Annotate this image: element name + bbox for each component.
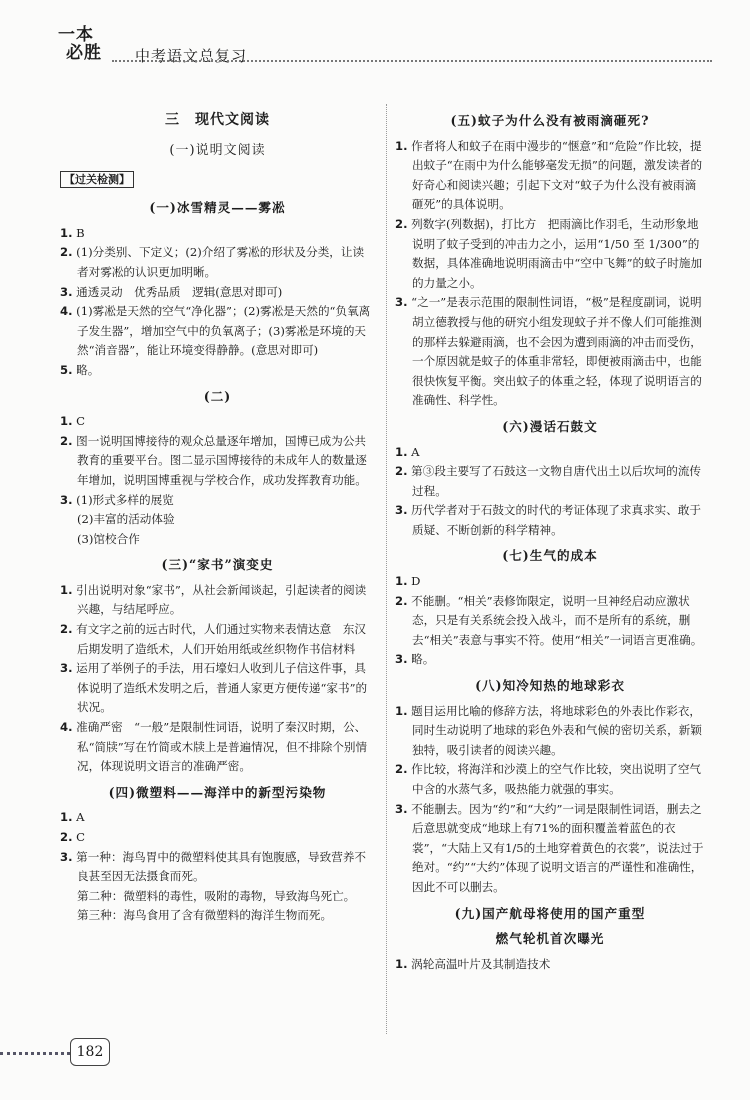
answer-item xyxy=(60,302,375,361)
answer-item xyxy=(60,224,375,244)
footer-dots xyxy=(0,1052,70,1055)
answer-item xyxy=(60,581,375,620)
answer-item xyxy=(60,283,375,303)
subsection-title: (一)说明文阅读 xyxy=(169,142,266,158)
answer-subitem: 第三种：海鸟食用了含有微塑料的海洋生物而死。 xyxy=(77,908,333,923)
practice-label: 【过关检测】 xyxy=(60,171,134,188)
answer-number: 1. xyxy=(395,574,408,589)
answer-item xyxy=(60,828,375,848)
book-logo xyxy=(58,26,102,62)
right-column xyxy=(395,105,705,974)
answer-item xyxy=(60,491,375,511)
answer-text: D xyxy=(411,574,421,589)
answer-number: 1. xyxy=(60,225,73,240)
answer-number: 3. xyxy=(395,652,408,667)
page-number: 182 xyxy=(70,1038,110,1066)
answer-item xyxy=(395,955,705,975)
answer-number: 2. xyxy=(60,622,73,637)
answer-number: 2. xyxy=(395,216,408,231)
article-title: (八)知冷知热的地球彩衣 xyxy=(475,678,625,694)
answer-item xyxy=(395,650,705,670)
answer-number: 3. xyxy=(395,801,408,816)
answer-number: 2. xyxy=(60,830,73,844)
answer-number: 1. xyxy=(395,138,408,153)
answer-number: 3. xyxy=(395,503,408,518)
answer-text: 作者将人和蚊子在雨中漫步的“惬意”和“危险”作比较，提出蚊子“在雨中为什么能够毫发无损”的问题，激发读者的好奇心和阅读兴趣；引起下文对“蚊子为什么没有被雨滴砸死”的具体说明。 xyxy=(411,138,703,212)
page-header xyxy=(0,0,750,80)
answer-number: 3. xyxy=(395,295,408,310)
answer-item xyxy=(60,620,375,659)
answer-item xyxy=(60,718,375,777)
answer-number: 3. xyxy=(60,284,73,299)
answer-number: 3. xyxy=(60,661,73,676)
answer-text: 题目运用比喻的修辞方法，将地球彩色的外表比作彩衣，同时生动说明了地球的彩色外表和气候的密切关系，新颖独特，吸引读者的阅读兴趣。 xyxy=(411,703,702,757)
answer-text: 不能删。“相关”表修饰限定，说明一旦神经启动应激状态，只是有关系统会投入战斗，而不是所有的系统，删去“相关”表意与事实不符。使用“相关”一词语言更准确。 xyxy=(411,593,703,647)
answer-text: (1)形式多样的展览 xyxy=(76,492,174,507)
answer-item xyxy=(60,361,375,381)
article-title: (四)微塑料——海洋中的新型污染物 xyxy=(108,784,327,800)
answer-text: 运用了举例子的手法，用石壕妇人收到儿子信这件事，具体说明了造纸术发明之后，普通人家更方便传递“家书”的状况。 xyxy=(76,661,368,715)
article-title: (三)“家书”演变史 xyxy=(161,557,274,573)
answer-item xyxy=(60,808,375,828)
answer-item xyxy=(60,412,375,432)
answer-item xyxy=(60,243,375,282)
answer-text: 不能删去。因为“约”和“大约”一词是限制性词语，删去之后意思就变成“地球上有71%的面积覆盖着蓝色的衣裳”，“大陆上又有1/5的土地穿着黄色的衣裳”，说法过于绝对。“约”“大约”体现了说明文语言的严谨性和准确性，因此不可以删去。 xyxy=(411,801,704,894)
answer-number: 4. xyxy=(60,304,73,319)
answer-item xyxy=(395,592,705,651)
article-title: (五)蚊子为什么没有被雨滴砸死? xyxy=(450,113,650,128)
answer-text: 历代学者对于石鼓文的时代的考证体现了求真求实、敢于质疑、不断创新的科学精神。 xyxy=(411,503,702,537)
answer-item xyxy=(395,293,705,411)
answer-item xyxy=(395,800,705,898)
logo-line-2: 必胜 xyxy=(66,43,102,63)
answer-item xyxy=(395,572,705,592)
article-title: (一)冰雪精灵——雾凇 xyxy=(149,200,286,216)
header-divider xyxy=(112,60,712,62)
answer-item xyxy=(395,215,705,293)
answer-number: 2. xyxy=(60,245,73,260)
answer-item xyxy=(60,659,375,718)
answer-text: 通透灵动 优秀品质 逻辑(意思对即可) xyxy=(76,284,283,299)
answer-text: 第一种：海鸟胃中的微塑料使其具有饱腹感，导致营养不良甚至因无法摄食而死。 xyxy=(76,849,367,884)
answer-text: 略。 xyxy=(76,362,100,377)
answer-text: A xyxy=(76,810,85,825)
answer-item xyxy=(395,760,705,799)
answer-item xyxy=(395,443,705,463)
answer-number: 1. xyxy=(60,414,73,429)
answer-text: C xyxy=(76,830,86,844)
answer-number: 1. xyxy=(60,810,73,825)
answer-text: C xyxy=(76,414,86,429)
answer-item xyxy=(395,462,705,501)
article-title: (二) xyxy=(203,388,232,404)
answer-text: 列数字(列数据)，打比方 把雨滴比作羽毛，生动形象地说明了蚊子受到的冲击力之小，运用“1/50 至 1/300”的数据，具体准确地说明雨滴击中“空中飞舞”的蚊子时施加的力量之小。 xyxy=(411,216,703,290)
answer-text: B xyxy=(76,225,85,240)
logo-line-1: 一本 xyxy=(58,25,94,45)
answer-text: A xyxy=(411,444,420,459)
answer-number: 1. xyxy=(395,703,408,718)
answer-number: 2. xyxy=(395,593,408,608)
answer-text: 略。 xyxy=(411,652,435,667)
answer-item xyxy=(60,848,375,887)
answer-number: 2. xyxy=(395,464,408,479)
answer-number: 3. xyxy=(60,849,73,864)
answer-subitem: (3)馆校合作 xyxy=(77,531,140,546)
answer-item xyxy=(395,501,705,540)
answer-text: (1)分类别、下定义；(2)介绍了雾凇的形状及分类，让读者对雾凇的认识更加明晰。 xyxy=(76,245,365,279)
answer-text: 引出说明对象“家书”，从社会新闻谈起，引起读者的阅读兴趣，与结尾呼应。 xyxy=(76,582,367,617)
article-title: (九)国产航母将使用的国产重型 xyxy=(454,905,646,921)
answer-text: 涡轮高温叶片及其制造技术 xyxy=(411,956,551,971)
answer-item xyxy=(395,137,705,215)
answer-number: 1. xyxy=(60,582,73,597)
answer-text: “之一”是表示范围的限制性词语，“极”是程度副词，说明胡立德教授与他的研究小组发现蚊子并不像人们可能推测的那样去躲避雨滴，也不会因为遭到雨滴的冲击而受伤，一个原因就是蚊子的体重非常轻，即便被雨滴击中，也能很快恢复平衡。突出蚊子的体重之轻，体现了说明语言的准确性、科学性。 xyxy=(411,295,702,408)
answer-text: (1)雾凇是天然的空气“净化器”；(2)雾凇是天然的“负氧离子发生器”，增加空气中的负氧离子；(3)雾凇是环境的天然“消音器”，能让环境变得静静。(意思对即可) xyxy=(76,304,371,358)
left-column xyxy=(60,105,375,926)
answer-text: 图一说明国博接待的观众总量逐年增加，国博已成为公共教育的重要平台。图二显示国博接待的未成年人的数量逐年增加，说明国博重视与学校合作，成功发挥教育功能。 xyxy=(76,433,367,487)
answer-item xyxy=(395,702,705,761)
answer-number: 2. xyxy=(60,433,73,448)
answer-number: 4. xyxy=(60,720,73,735)
section-title: 三 现代文阅读 xyxy=(165,112,270,128)
answer-number: 1. xyxy=(395,956,408,971)
series-title: 中考语文总复习 xyxy=(135,47,248,65)
answer-text: 第③段主要写了石鼓这一文物自唐代出土以后坎坷的流传过程。 xyxy=(411,464,702,498)
answer-number: 1. xyxy=(395,444,408,459)
answer-subitem: 第二种：微塑料的毒性，吸附的毒物，导致海鸟死亡。 xyxy=(77,888,356,903)
answer-text: 作比较，将海洋和沙漠上的空气作比较，突出说明了空气中含的水蒸气多，吸热能力就强的事实。 xyxy=(411,762,702,796)
column-divider xyxy=(386,104,387,1034)
article-title: (六)漫话石鼓文 xyxy=(502,418,598,434)
answer-item xyxy=(60,432,375,491)
answer-text: 有文字之前的远古时代，人们通过实物来表情达意 东汉后期发明了造纸术，人们开始用纸或丝织物作书信材料 xyxy=(76,622,367,656)
article-title: (七)生气的成本 xyxy=(502,548,598,564)
answer-number: 3. xyxy=(60,492,73,507)
article-title-line-2: 燃气轮机首次曝光 xyxy=(495,931,605,947)
answer-number: 5. xyxy=(60,362,73,377)
answer-number: 2. xyxy=(395,762,408,777)
answer-subitem: (2)丰富的活动体验 xyxy=(77,512,175,527)
answer-text: 准确严密 “一般”是限制性词语，说明了秦汉时期，公、私“简牍”写在竹简或木牍上是普遍情况，但不排除个别情况，体现说明文语言的准确严密。 xyxy=(76,720,368,774)
